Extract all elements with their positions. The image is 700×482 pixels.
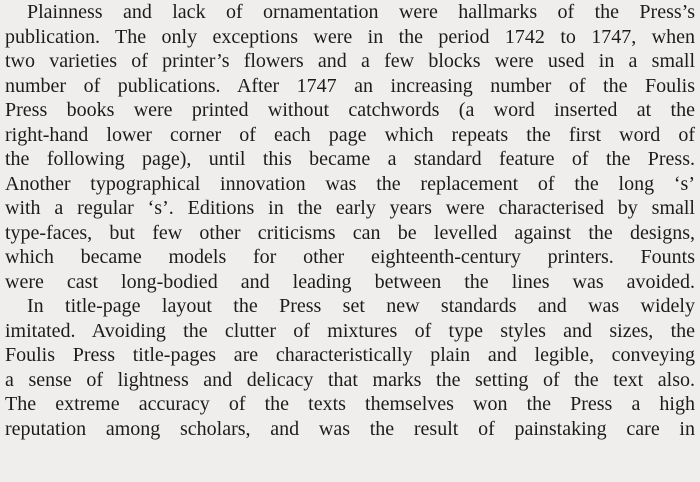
paragraph-1	[5, 0, 695, 294]
text-line: Plainness and lack of ornamentation were hallmarks of the Press’s	[27, 1, 695, 23]
text-line: which became models for other eighteenth-century printers. Founts	[5, 246, 695, 268]
paragraph-2	[5, 294, 695, 441]
text-line: In title-page layout the Press set new standards and was widely	[27, 295, 695, 317]
body-text	[5, 0, 695, 441]
text-line: Press books were printed without catchwords (a word inserted at the	[5, 99, 695, 121]
text-line: Foulis Press title-pages are characteristically plain and legible, conveying	[5, 344, 695, 366]
text-line: number of publications. After 1747 an increasing number of the Foulis	[5, 74, 695, 97]
text-line: reputation among scholars, and was the result of painstaking care in	[5, 417, 695, 440]
text-line: Another typographical innovation was the replacement of the long ‘s’	[5, 172, 695, 195]
text-line: with a regular ‘s’. Editions in the early years were characterised by small	[5, 197, 695, 219]
text-line: right-hand lower corner of each page which repeats the first word of	[5, 123, 695, 146]
text-line: were cast long-bodied and leading between the lines was avoided.	[5, 270, 695, 293]
text-line: imitated. Avoiding the clutter of mixtures of type styles and sizes, the	[5, 319, 695, 342]
text-line: The extreme accuracy of the texts themselves won the Press a high	[5, 393, 695, 415]
text-line: the following page), until this became a standard feature of the Press.	[5, 148, 695, 170]
text-line: type-faces, but few other criticisms can be levelled against the designs,	[5, 221, 695, 244]
text-line: two varieties of printer’s flowers and a few blocks were used in a small	[5, 50, 695, 72]
text-line: publication. The only exceptions were in the period 1742 to 1747, when	[5, 25, 695, 48]
text-line: a sense of lightness and delicacy that marks the setting of the text also.	[5, 368, 695, 391]
